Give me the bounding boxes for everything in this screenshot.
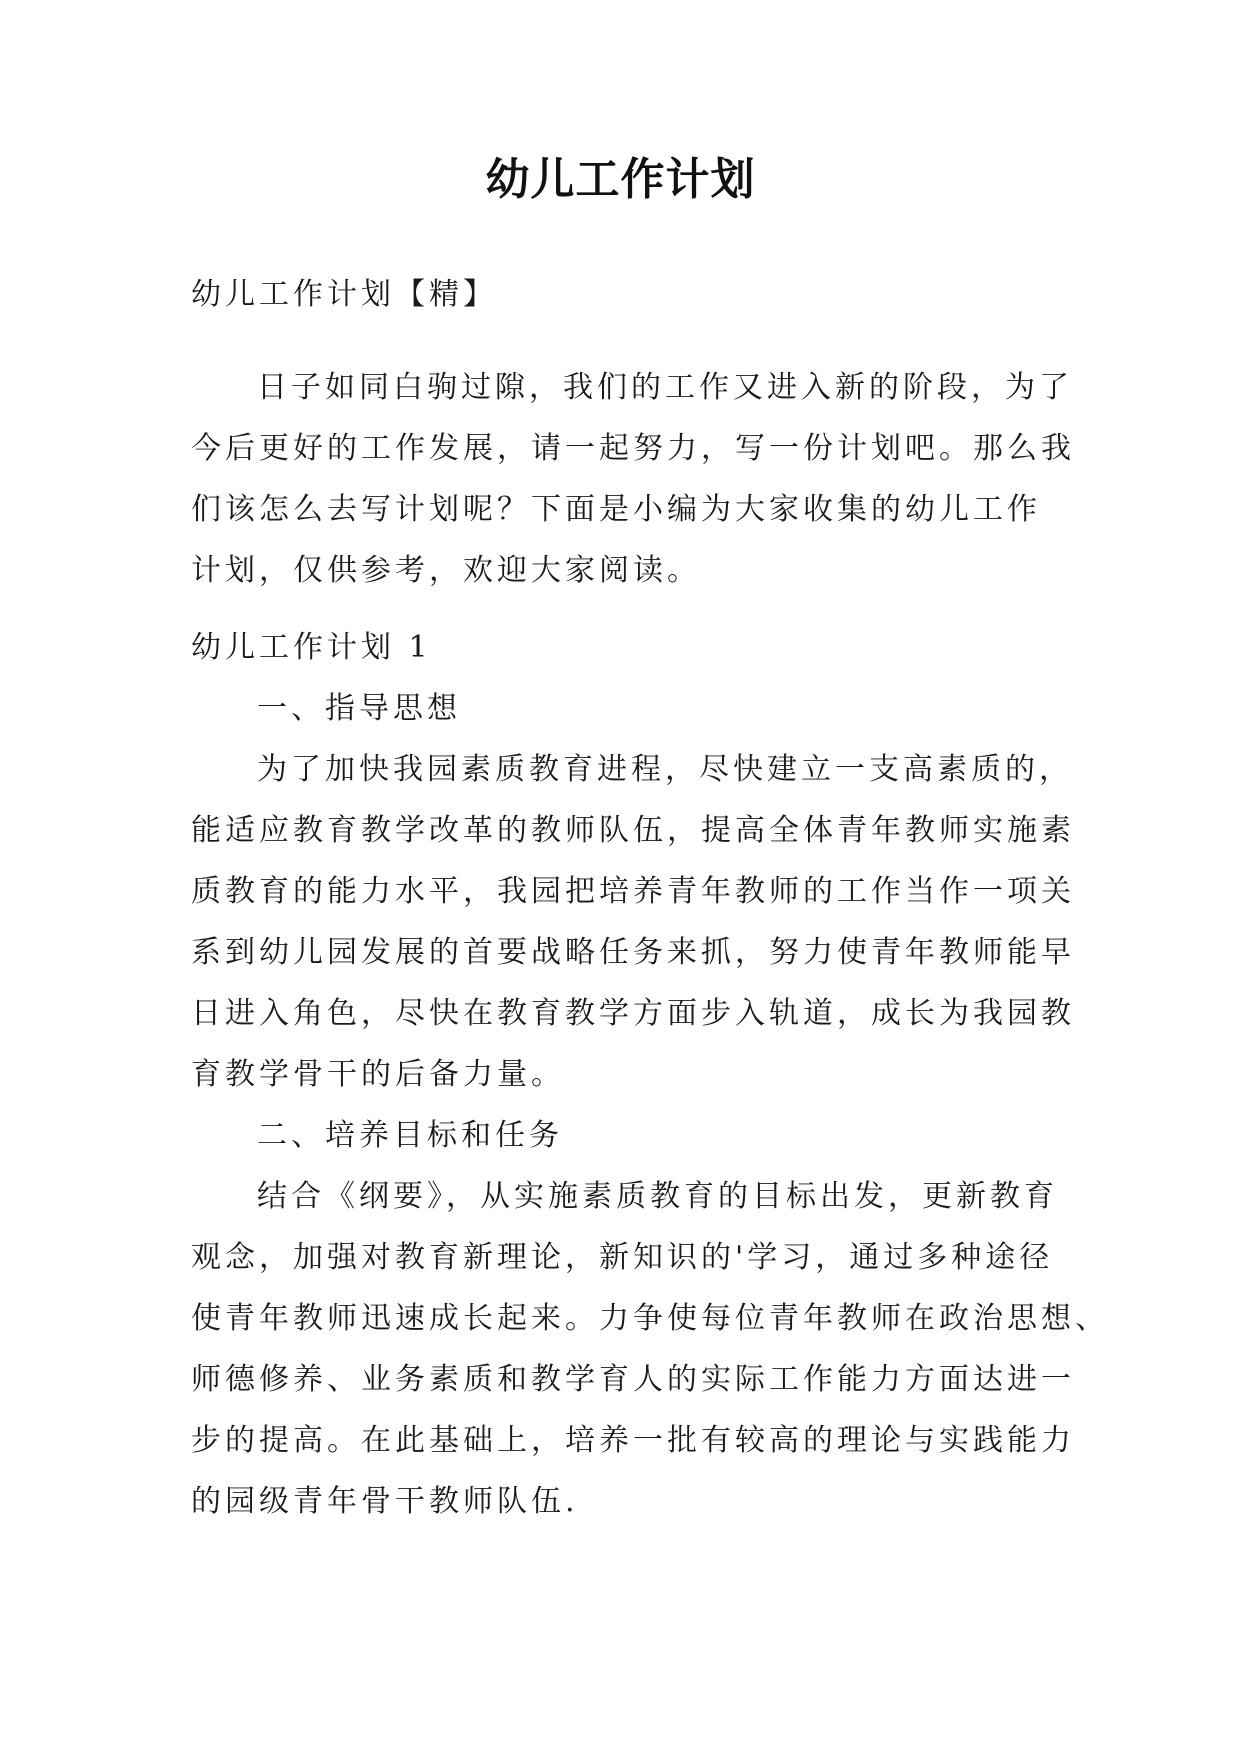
subtitle-text: 幼儿工作计划【精】: [191, 277, 497, 312]
section1-line: 育教学骨干的后备力量。: [191, 1057, 565, 1092]
section-heading: 一、指导思想: [257, 691, 461, 726]
plan-heading: 幼儿工作计划 1: [191, 630, 432, 665]
section1-line: 能适应教育教学改革的教师队伍，提高全体青年教师实施素: [191, 813, 1075, 848]
document-subtitle: [191, 264, 1057, 325]
intro-line: 们该怎么去写计划呢？下面是小编为大家收集的幼儿工作: [191, 492, 1041, 527]
section1-line: 质教育的能力水平，我园把培养青年教师的工作当作一项关: [191, 874, 1075, 909]
document-title: 幼儿工作计划: [485, 154, 756, 205]
section2-line: 结合《纲要》，从实施素质教育的目标出发，更新教育: [257, 1179, 1058, 1214]
section2-line: 使青年教师迅速成长起来。力争使每位青年教师在政治思想、: [191, 1301, 1109, 1336]
section1-line: 系到幼儿园发展的首要战略任务来抓，努力使青年教师能早: [191, 935, 1075, 970]
section2-line: 观念，加强对教育新理论，新知识的'学习，通过多种途径: [191, 1240, 1054, 1275]
section-heading: 二、培养目标和任务: [257, 1118, 563, 1153]
intro-line: 日子如同白驹过隙，我们的工作又进入新的阶段，为了: [257, 370, 1073, 405]
section2-line: 师德修养、业务素质和教学育人的实际工作能力方面达进一: [191, 1362, 1075, 1397]
intro-line: 今后更好的工作发展，请一起努力，写一份计划吧。那么我: [191, 431, 1075, 466]
intro-line: 计划，仅供参考，欢迎大家阅读。: [191, 553, 701, 588]
plan-body: [191, 617, 1109, 1532]
section1-line: 日进入角色，尽快在教育教学方面步入轨道，成长为我园教: [191, 996, 1075, 1031]
intro-paragraph: [191, 357, 1075, 601]
section2-line: 步的提高。在此基础上，培养一批有较高的理论与实践能力: [191, 1423, 1075, 1458]
section1-line: 为了加快我园素质教育进程，尽快建立一支高素质的，: [257, 752, 1073, 787]
section2-line: 的园级青年骨干教师队伍.: [191, 1484, 579, 1519]
